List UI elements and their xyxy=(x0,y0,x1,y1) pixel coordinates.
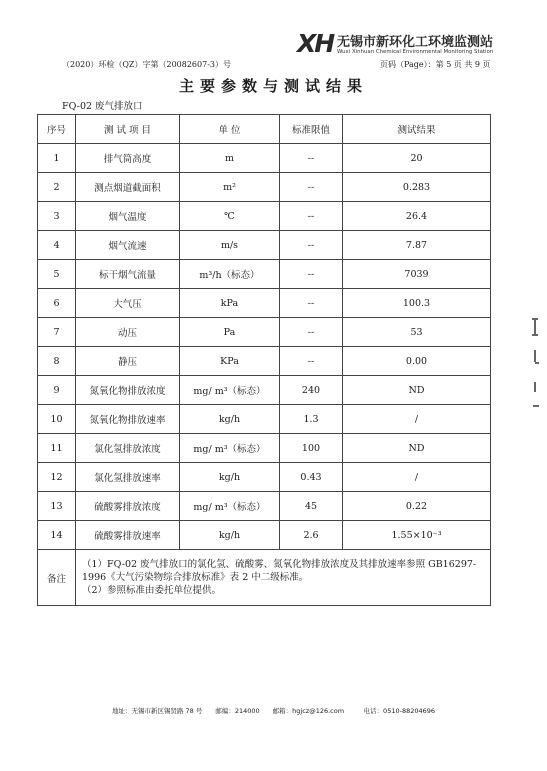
row-item: 烟气流速 xyxy=(76,231,180,260)
row-no: 2 xyxy=(38,173,76,202)
page-title: 主要参数与测试结果 xyxy=(178,77,368,95)
footer-contact: 地址：无锡市新区锡贤路 78 号 邮编：214000 邮箱：hgjcz@126.com 电话：0510-88204696 xyxy=(111,707,436,715)
header-unit: 单 位 xyxy=(180,115,280,144)
row-limit: 1.3 xyxy=(280,405,343,434)
row-no: 5 xyxy=(38,260,76,289)
row-limit: -- xyxy=(280,260,343,289)
report-number: （2020）环检（QZ）字第（20082607-3）号 xyxy=(62,60,231,69)
row-result: ND xyxy=(343,434,491,463)
row-unit: m³/h（标态） xyxy=(180,260,280,289)
table-row xyxy=(38,144,491,173)
row-no: 1 xyxy=(38,144,76,173)
table-row xyxy=(38,405,491,434)
logo-mark: XH xyxy=(297,29,334,58)
row-item: 硫酸雾排放浓度 xyxy=(76,492,180,521)
row-limit: 100 xyxy=(280,434,343,463)
row-result: 0.00 xyxy=(343,347,491,376)
row-no: 3 xyxy=(38,202,76,231)
row-unit: mg/ m³（标态） xyxy=(180,434,280,463)
table-header-row xyxy=(38,115,491,144)
table-row xyxy=(38,463,491,492)
remarks-label: 备注 xyxy=(38,550,76,606)
header-item: 测 试 项 目 xyxy=(76,115,180,144)
table-row xyxy=(38,173,491,202)
table-row xyxy=(38,260,491,289)
row-result: 7039 xyxy=(343,260,491,289)
edge-scan-mark xyxy=(534,382,536,392)
station-logo xyxy=(297,29,502,61)
table-row xyxy=(38,434,491,463)
row-result: 53 xyxy=(343,318,491,347)
header-result: 测试结果 xyxy=(343,115,491,144)
row-item: 氯化氢排放浓度 xyxy=(76,434,180,463)
row-unit: kPa xyxy=(180,289,280,318)
row-no: 4 xyxy=(38,231,76,260)
row-limit: 240 xyxy=(280,376,343,405)
table-row xyxy=(38,202,491,231)
row-result: 7.87 xyxy=(343,231,491,260)
row-no: 11 xyxy=(38,434,76,463)
row-result: 0.283 xyxy=(343,173,491,202)
row-unit: kg/h xyxy=(180,405,280,434)
row-unit: m/s xyxy=(180,231,280,260)
row-result: 26.4 xyxy=(343,202,491,231)
row-limit: 2.6 xyxy=(280,521,343,550)
logo-english-name: Wuxi Xinhuan Chemical Environmental Monitoring Station xyxy=(337,49,494,55)
row-unit: kg/h xyxy=(180,521,280,550)
row-result: 20 xyxy=(343,144,491,173)
row-item: 动压 xyxy=(76,318,180,347)
row-limit: -- xyxy=(280,289,343,318)
row-item: 烟气温度 xyxy=(76,202,180,231)
row-unit: m xyxy=(180,144,280,173)
row-limit: -- xyxy=(280,173,343,202)
row-no: 14 xyxy=(38,521,76,550)
row-limit: 0.43 xyxy=(280,463,343,492)
remarks-content xyxy=(76,550,491,606)
row-limit: -- xyxy=(280,347,343,376)
row-no: 13 xyxy=(38,492,76,521)
remark-line: （2）参照标准由委托单位提供。 xyxy=(82,585,222,596)
edge-scan-mark xyxy=(532,334,538,336)
row-limit: -- xyxy=(280,318,343,347)
row-item: 标干烟气流量 xyxy=(76,260,180,289)
table-row xyxy=(38,231,491,260)
header-limit: 标准限值 xyxy=(280,115,343,144)
row-no: 7 xyxy=(38,318,76,347)
row-limit: 45 xyxy=(280,492,343,521)
edge-scan-mark xyxy=(534,320,536,334)
row-item: 测点烟道截面积 xyxy=(76,173,180,202)
row-item: 氮氧化物排放浓度 xyxy=(76,376,180,405)
row-item: 大气压 xyxy=(76,289,180,318)
row-item: 氯化氢排放速率 xyxy=(76,463,180,492)
row-no: 9 xyxy=(38,376,76,405)
row-unit: mg/ m³（标态） xyxy=(180,376,280,405)
table-row xyxy=(38,492,491,521)
page-number: 页码（Page）：第 5 页 共 9 页 xyxy=(380,60,491,69)
edge-scan-mark xyxy=(533,405,539,407)
edge-scan-mark xyxy=(535,362,539,364)
row-unit: kg/h xyxy=(180,463,280,492)
row-limit: -- xyxy=(280,202,343,231)
row-result: ND xyxy=(343,376,491,405)
edge-scan-mark xyxy=(534,350,536,362)
table-row xyxy=(38,347,491,376)
row-no: 6 xyxy=(38,289,76,318)
table-row xyxy=(38,521,491,550)
row-limit: -- xyxy=(280,231,343,260)
row-result: / xyxy=(343,405,491,434)
remarks-row xyxy=(38,550,491,606)
row-unit: ℃ xyxy=(180,202,280,231)
row-no: 8 xyxy=(38,347,76,376)
row-result: 100.3 xyxy=(343,289,491,318)
row-unit: KPa xyxy=(180,347,280,376)
row-no: 12 xyxy=(38,463,76,492)
row-unit: mg/ m³（标态） xyxy=(180,492,280,521)
row-item: 氮氧化物排放速率 xyxy=(76,405,180,434)
row-unit: Pa xyxy=(180,318,280,347)
row-result: 1.55×10⁻³ xyxy=(343,521,491,550)
row-result: / xyxy=(343,463,491,492)
table-row xyxy=(38,376,491,405)
row-item: 排气筒高度 xyxy=(76,144,180,173)
results-table xyxy=(37,114,491,606)
header-no: 序号 xyxy=(38,115,76,144)
row-item: 硫酸雾排放速率 xyxy=(76,521,180,550)
row-no: 10 xyxy=(38,405,76,434)
table-row xyxy=(38,289,491,318)
table-row xyxy=(38,318,491,347)
logo-chinese-name: 无锡市新环化工环境监测站 xyxy=(337,35,494,50)
row-unit: m² xyxy=(180,173,280,202)
remark-line: （1）FQ-02 废气排放口的氯化氢、硫酸雾、氮氧化物排放浓度及其排放速率参照 GB16297-1996《大气污染物综合排放标准》表 2 中二级标准。 xyxy=(82,559,477,583)
row-limit: -- xyxy=(280,144,343,173)
row-item: 静压 xyxy=(76,347,180,376)
section-subtitle: FQ-02 废气排放口 xyxy=(62,101,143,112)
row-result: 0.22 xyxy=(343,492,491,521)
